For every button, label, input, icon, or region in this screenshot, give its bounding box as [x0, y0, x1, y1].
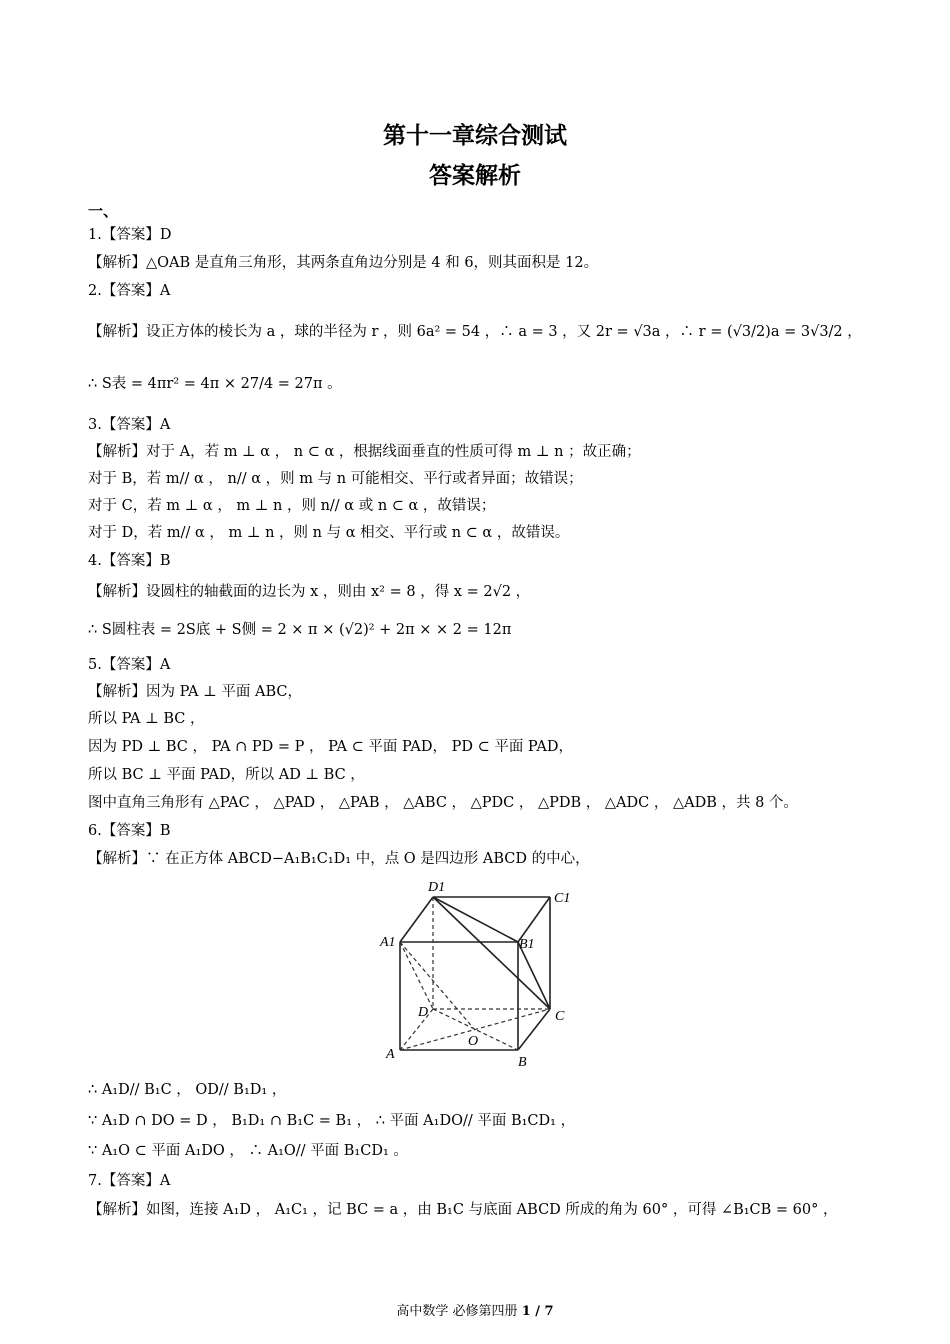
vertex-label: A	[386, 1047, 395, 1062]
vertex-label: C1	[554, 891, 571, 906]
analysis-line: ∵ A₁O ⊂ 平面 A₁DO ， ∴ A₁O// 平面 B₁CD₁ 。	[88, 1143, 408, 1159]
page-footer	[0, 1300, 950, 1319]
analysis-line: 【解析】设圆柱的轴截面的边长为 x ，则由 x² = 8 ，得 x = 2√2 ，	[88, 584, 531, 600]
analysis-line: 因为 PD ⊥ BC ， PA ∩ PD = P ， PA ⊂ 平面 PAD， PD ⊂ 平面 PAD，	[88, 739, 573, 755]
page-number: 1 / 7	[521, 1304, 554, 1319]
vertex-label: B1	[519, 937, 535, 952]
analysis-line: ∴ S表 = 4πr² = 4π × 27/4 = 27π 。	[88, 376, 342, 392]
analysis-line: 所以 BC ⊥ 平面 PAD，所以 AD ⊥ BC ，	[88, 767, 365, 783]
answer-line: 1.【答案】D	[88, 227, 172, 243]
vertex-label: O	[468, 1034, 479, 1049]
answer-line: 4.【答案】B	[88, 553, 171, 569]
answer-line: 7.【答案】A	[88, 1173, 171, 1189]
analysis-line: 【解析】因为 PA ⊥ 平面 ABC，	[88, 684, 302, 700]
analysis-line: 对于 C，若 m ⊥ α ， m ⊥ n ，则 n// α 或 n ⊂ α ，故错误；	[88, 498, 496, 514]
analysis-line: 所以 PA ⊥ BC ，	[88, 711, 205, 727]
analysis-line: 对于 D，若 m// α ， m ⊥ n ，则 n 与 α 相交、平行或 n ⊂ α ，故错误。	[88, 525, 570, 541]
vertex-label: D1	[428, 880, 446, 895]
answer-line: 5.【答案】A	[88, 657, 171, 673]
vertex-label: A1	[380, 935, 396, 950]
vertex-label: C	[555, 1009, 565, 1024]
cube-figure	[378, 878, 578, 1073]
document-subtitle: 答案解析	[429, 163, 521, 189]
analysis-line: 【解析】设正方体的棱长为 a ，球的半径为 r ，则 6a² = 54 ，∴ a = 3 ，又 2r = √3a ，∴ r = (√3/2)a = 3√3/2 ，	[88, 324, 862, 340]
analysis-line: 【解析】对于 A，若 m ⊥ α ， n ⊂ α ，根据线面垂直的性质可得 m ⊥ n ；故正确；	[88, 444, 641, 460]
analysis-line: 【解析】△OAB 是直角三角形，其两条直角边分别是 4 和 6，则其面积是 12。	[88, 255, 599, 271]
answer-line: 2.【答案】A	[88, 283, 171, 299]
document-title: 第十一章综合测试	[383, 123, 567, 149]
analysis-line: 【解析】∵ 在正方体 ABCD−A₁B₁C₁D₁ 中，点 O 是四边形 ABCD 的中心，	[88, 851, 590, 867]
analysis-line: ∵ A₁D ∩ DO = D ， B₁D₁ ∩ B₁C = B₁ ， ∴ 平面 A₁DO// 平面 B₁CD₁ ，	[88, 1113, 576, 1129]
analysis-line: 图中直角三角形有 △PAC ， △PAD ， △PAB ， △ABC ， △PDC ， △PDB ， △ADC ， △ADB ，共 8 个。	[88, 795, 798, 811]
answer-line: 3.【答案】A	[88, 417, 171, 433]
analysis-line: 对于 B，若 m// α ， n// α ，则 m 与 n 可能相交、平行或者异面；故错误；	[88, 471, 583, 487]
section-heading: 一、	[88, 202, 119, 220]
analysis-line: 【解析】如图，连接 A₁D ， A₁C₁ ，记 BC = a ，由 B₁C 与底面 ABCD 所成的角为 60° ，可得 ∠B₁CB = 60° ，	[88, 1202, 838, 1218]
answer-line: 6.【答案】B	[88, 823, 171, 839]
vertex-label: D	[418, 1005, 429, 1020]
footer-text: 高中数学 必修第四册	[396, 1304, 518, 1319]
vertex-label: B	[518, 1055, 527, 1070]
analysis-line: ∴ A₁D// B₁C ， OD// B₁D₁ ，	[88, 1082, 287, 1098]
analysis-line: ∴ S圆柱表 = 2S底 + S侧 = 2 × π × (√2)² + 2π × × 2 = 12π	[88, 622, 512, 638]
